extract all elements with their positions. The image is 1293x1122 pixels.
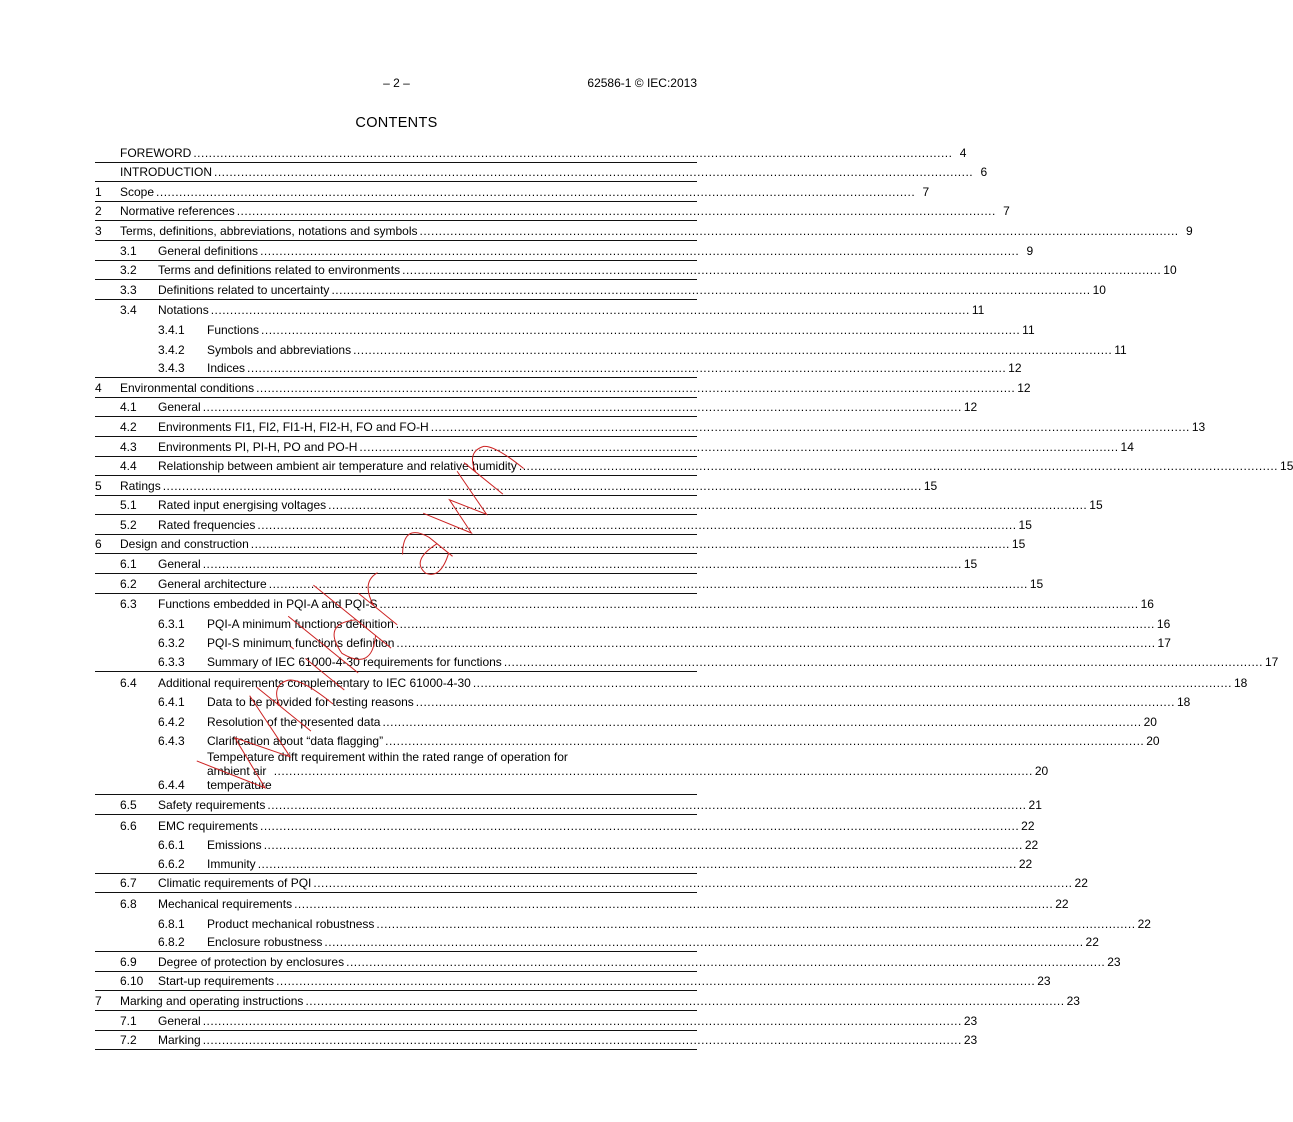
- toc-entry-page: 20: [1034, 764, 1049, 779]
- toc-entry-title: General: [158, 557, 201, 572]
- toc-entry[interactable]: [95, 202, 1010, 222]
- toc-entry[interactable]: [95, 613, 1171, 633]
- toc-entry-number: 3.4: [120, 303, 137, 318]
- toc-entry-title: Summary of IEC 61000-4-30 requirements for functions: [207, 655, 502, 670]
- dot-leader: [324, 935, 1083, 949]
- toc-entry-number: 3.4.3: [158, 361, 185, 376]
- toc-entry-page: 12: [1008, 361, 1022, 376]
- toc-entry[interactable]: [95, 417, 1206, 437]
- toc-entry[interactable]: [95, 874, 1088, 894]
- toc-entry-number: 5.2: [120, 517, 137, 532]
- toc-entry-page: 10: [1092, 282, 1106, 297]
- toc-entry-page: 15: [1029, 576, 1044, 591]
- dot-leader: [402, 263, 1161, 277]
- toc-entry-title: Scope: [120, 184, 155, 199]
- toc-entry-page: 15: [923, 478, 938, 493]
- toc-entry-number: 6: [95, 537, 102, 552]
- toc-entry-title: Relationship between ambient air temperature and relative humidity: [158, 459, 517, 474]
- toc-entry[interactable]: [95, 594, 1154, 614]
- toc-entry-page: 23: [1107, 954, 1121, 969]
- toc-entry[interactable]: [95, 972, 1051, 992]
- toc-entry-title: Degree of protection by enclosures: [158, 954, 345, 969]
- toc-entry-title: Indices: [207, 361, 246, 376]
- dot-leader: [346, 955, 1105, 969]
- dot-leader: [264, 838, 1023, 852]
- toc-entry-number: 6.3.2: [158, 636, 185, 651]
- toc-entry[interactable]: [95, 854, 1033, 874]
- toc-entry-title: Symbols and abbreviations: [207, 342, 352, 357]
- toc-entry-number: 5.1: [120, 498, 137, 513]
- toc-entry-number: 4.3: [120, 439, 137, 454]
- toc-entry[interactable]: [95, 143, 967, 163]
- toc-entry-title: PQI-A minimum functions definition: [207, 616, 394, 631]
- toc-entry[interactable]: [95, 692, 1191, 712]
- dot-leader: [420, 224, 1179, 238]
- dot-leader: [258, 857, 1017, 871]
- toc-entry-page: 23: [963, 1013, 978, 1028]
- toc-entry-title: Definitions related to uncertainty: [158, 282, 330, 297]
- toc-entry[interactable]: [95, 933, 1099, 953]
- toc-entry-number: 7.1: [120, 1013, 137, 1028]
- toc-entry-page: 17: [1157, 636, 1171, 651]
- dot-leader: [203, 400, 962, 414]
- dot-leader: [396, 636, 1155, 650]
- toc-entry-page: 14: [1120, 439, 1134, 454]
- toc-entry-title: Temperature drift requirement within the rated range of operation for: [207, 750, 568, 765]
- toc-entry-page: 22: [1085, 935, 1099, 950]
- toc-entry[interactable]: [95, 731, 1160, 751]
- toc-entry-title: Terms and definitions related to environments: [158, 263, 401, 278]
- toc-entry-page: 18: [1176, 695, 1191, 710]
- toc-entry-title: Notations: [158, 303, 209, 318]
- dot-leader: [211, 303, 970, 317]
- table-of-contents: [95, 143, 1293, 1050]
- toc-entry-number: 4.1: [120, 400, 137, 415]
- toc-entry-number: 6.3.1: [158, 616, 185, 631]
- dot-leader: [328, 498, 1087, 512]
- toc-entry-title: Functions: [207, 322, 260, 337]
- toc-entry[interactable]: [95, 163, 988, 183]
- toc-entry-page: 16: [1156, 616, 1171, 631]
- toc-entry-number: 3: [95, 223, 102, 238]
- toc-entry-number: 6.3: [120, 597, 137, 612]
- dot-leader: [376, 917, 1135, 931]
- toc-entry-title: Climatic requirements of PQI: [158, 876, 312, 891]
- dot-leader: [274, 764, 1033, 792]
- toc-entry-title: Environmental conditions: [120, 380, 255, 395]
- dot-leader: [305, 994, 1064, 1008]
- toc-entry-title: Start-up requirements: [158, 974, 275, 989]
- toc-entry-title: Environments FI1, FI2, FI1-H, FI2-H, FO and FO-H: [158, 419, 429, 434]
- dot-leader: [473, 676, 1232, 690]
- dot-leader: [214, 165, 973, 179]
- toc-entry-number: 6.1: [120, 557, 137, 572]
- toc-entry-number: 6.6.2: [158, 856, 185, 871]
- dot-leader: [163, 479, 922, 493]
- toc-entry-title: Design and construction: [120, 537, 249, 552]
- toc-entry-number: 4: [95, 380, 102, 395]
- dot-leader: [247, 361, 1006, 375]
- toc-entry-title: Functions embedded in PQI-A and PQI-S: [158, 597, 378, 612]
- toc-entry-page: 20: [1146, 734, 1160, 749]
- dot-leader: [431, 420, 1190, 434]
- toc-entry-title: Mechanical requirements: [158, 896, 293, 911]
- toc-entry-page: 22: [1055, 896, 1069, 911]
- toc-entry-number: 6.4: [120, 675, 137, 690]
- toc-entry[interactable]: [95, 554, 978, 574]
- toc-entry-title: PQI-S minimum functions definition: [207, 636, 395, 651]
- toc-entry[interactable]: [95, 359, 1022, 379]
- toc-entry[interactable]: [95, 815, 1035, 835]
- toc-entry-page: 11: [1022, 322, 1035, 337]
- toc-entry-page: 7: [922, 184, 930, 199]
- toc-entry[interactable]: [95, 515, 1032, 535]
- dot-leader: [203, 1033, 962, 1047]
- toc-entry[interactable]: [95, 893, 1069, 913]
- toc-entry-page: 22: [1021, 818, 1035, 833]
- dot-leader: [396, 617, 1155, 631]
- toc-entry[interactable]: [95, 457, 1293, 477]
- toc-entry-number: 3.1: [120, 243, 137, 258]
- toc-entry[interactable]: [95, 535, 1026, 555]
- dot-leader: [267, 798, 1026, 812]
- dot-leader: [331, 283, 1090, 297]
- toc-entry[interactable]: [95, 378, 1031, 398]
- toc-entry-title-continued: ambient air temperature: [207, 764, 272, 793]
- toc-entry-page: 16: [1140, 597, 1154, 612]
- toc-entry[interactable]: [95, 574, 1044, 594]
- toc-entry-page: 11: [971, 303, 985, 318]
- toc-entry-title: Rated input energising voltages: [158, 498, 327, 513]
- toc-entry[interactable]: [95, 182, 930, 202]
- dot-leader: [379, 597, 1138, 611]
- toc-entry-number: 3.4.1: [158, 322, 185, 337]
- toc-entry-number: 6.8.1: [158, 916, 185, 931]
- toc-entry-page: 15: [1011, 537, 1026, 552]
- toc-entry-number: 5: [95, 478, 102, 493]
- toc-entry[interactable]: [95, 261, 1177, 281]
- dot-leader: [260, 819, 1019, 833]
- dot-leader: [276, 974, 1035, 988]
- toc-entry-number: 3.3: [120, 282, 137, 297]
- toc-entry-page: 20: [1143, 714, 1157, 729]
- toc-entry[interactable]: [95, 339, 1127, 359]
- toc-entry-number: 4.4: [120, 459, 137, 474]
- toc-entry[interactable]: [95, 319, 1035, 339]
- dot-leader: [261, 323, 1020, 337]
- toc-entry-page: 7: [1003, 204, 1010, 219]
- toc-entry-title: General: [158, 1013, 201, 1028]
- toc-entry[interactable]: [95, 241, 1034, 261]
- toc-entry-title: Product mechanical robustness: [207, 916, 375, 931]
- toc-entry-number: 6.10: [120, 974, 144, 989]
- toc-entry-page: 17: [1264, 655, 1279, 670]
- toc-entry-page: 15: [1089, 498, 1103, 513]
- toc-entry-number: 6.7: [120, 876, 137, 891]
- toc-entry[interactable]: [95, 221, 1193, 241]
- toc-entry-page: 10: [1163, 263, 1177, 278]
- toc-entry-number: 6.8: [120, 896, 137, 911]
- dot-leader: [519, 459, 1278, 473]
- toc-entry-number: 6.4.3: [158, 734, 185, 749]
- toc-entry[interactable]: [95, 750, 1049, 795]
- toc-entry-title: Marking: [158, 1033, 201, 1048]
- dot-leader: [385, 734, 1144, 748]
- toc-entry-page: 22: [1018, 856, 1033, 871]
- toc-entry-title: Ratings: [120, 478, 161, 493]
- toc-entry-page: 21: [1028, 798, 1042, 812]
- toc-entry-page: 22: [1024, 838, 1039, 853]
- toc-entry[interactable]: [95, 476, 938, 496]
- toc-entry-number: 6.4.1: [158, 695, 185, 710]
- dot-leader: [294, 897, 1053, 911]
- toc-entry-title: Resolution of the presented data: [207, 714, 381, 729]
- toc-entry-title: Data to be provided for testing reasons: [207, 695, 414, 710]
- toc-entry-page: 9: [1185, 223, 1193, 238]
- page-number: – 2 –: [383, 76, 410, 90]
- toc-entry-page: 23: [963, 1033, 978, 1048]
- toc-entry[interactable]: [95, 991, 1080, 1011]
- toc-entry[interactable]: [95, 672, 1248, 692]
- dot-leader: [237, 204, 996, 218]
- dot-leader: [193, 146, 952, 160]
- toc-entry[interactable]: [95, 1011, 978, 1031]
- toc-entry-page: 18: [1233, 675, 1248, 690]
- toc-entry-number: 7: [95, 993, 102, 1008]
- toc-entry[interactable]: [95, 496, 1103, 516]
- toc-entry-number: 6.4.4: [158, 778, 185, 793]
- toc-entry[interactable]: [95, 633, 1171, 653]
- toc-entry-page: 15: [1280, 459, 1293, 474]
- toc-entry-title: EMC requirements: [158, 818, 259, 833]
- toc-entry[interactable]: [95, 300, 985, 320]
- toc-entry-title: Rated frequencies: [158, 517, 256, 532]
- toc-entry-title: Additional requirements complementary to IEC 61000-4-30: [158, 675, 471, 690]
- toc-entry-title: General architecture: [158, 576, 267, 591]
- dot-leader: [269, 577, 1028, 591]
- dot-leader: [416, 695, 1175, 709]
- dot-leader: [382, 715, 1141, 729]
- dot-leader: [504, 655, 1263, 669]
- toc-entry[interactable]: [95, 398, 978, 418]
- toc-entry-title: General definitions: [158, 243, 259, 258]
- toc-entry-page: 9: [1026, 243, 1034, 258]
- toc-entry-title: Immunity: [207, 856, 256, 871]
- toc-entry[interactable]: [95, 835, 1039, 855]
- toc-entry[interactable]: [95, 913, 1151, 933]
- toc-entry-title: Clarification about “data flagging”: [207, 734, 384, 749]
- dot-leader: [156, 185, 915, 199]
- toc-entry-page: 23: [1066, 993, 1080, 1008]
- dot-leader: [203, 557, 962, 571]
- toc-entry-title: Enclosure robustness: [207, 935, 323, 950]
- toc-entry-page: 12: [1017, 380, 1031, 395]
- toc-entry-title: Safety requirements: [158, 798, 266, 812]
- toc-entry-number: 3.2: [120, 263, 137, 278]
- toc-entry-page: 23: [1037, 974, 1051, 989]
- toc-entry-title: General: [158, 400, 201, 415]
- toc-entry-number: 3.4.2: [158, 342, 185, 357]
- toc-entry-page: 15: [963, 557, 978, 572]
- dot-leader: [256, 381, 1015, 395]
- dot-leader: [359, 440, 1118, 454]
- toc-entry-title: Marking and operating instructions: [120, 993, 304, 1008]
- toc-entry[interactable]: [95, 795, 1042, 815]
- toc-entry-number: 6.4.2: [158, 714, 185, 729]
- document-reference: 62586-1 © IEC:2013: [587, 76, 697, 90]
- contents-title: CONTENTS: [355, 115, 438, 131]
- toc-entry-page: 4: [959, 145, 967, 160]
- toc-entry-page: 22: [1074, 876, 1088, 891]
- toc-entry-number: 6.2: [120, 576, 137, 591]
- toc-entry-number: 6.8.2: [158, 935, 185, 950]
- toc-entry-page: 15: [1018, 517, 1032, 532]
- toc-entry-title: Terms, definitions, abbreviations, notations and symbols: [120, 223, 418, 238]
- toc-entry[interactable]: [95, 437, 1134, 457]
- toc-entry-page: 11: [1114, 342, 1127, 357]
- dot-leader: [313, 876, 1072, 890]
- toc-entry-page: 6: [980, 165, 988, 180]
- dot-leader: [203, 1014, 962, 1028]
- toc-entry[interactable]: [95, 1031, 978, 1051]
- toc-entry-number: 6.6.1: [158, 838, 185, 853]
- toc-entry-number: 4.2: [120, 419, 137, 434]
- toc-entry-number: 2: [95, 204, 102, 219]
- toc-entry-title: Normative references: [120, 204, 235, 219]
- toc-entry-number: 1: [95, 184, 102, 199]
- toc-entry-title: INTRODUCTION: [120, 165, 212, 180]
- toc-entry[interactable]: [95, 280, 1106, 300]
- toc-entry-number: 6.6: [120, 818, 137, 833]
- toc-entry[interactable]: [95, 652, 1279, 672]
- toc-entry-title: Emissions: [207, 838, 262, 853]
- toc-entry-page: 22: [1137, 916, 1151, 931]
- toc-entry-number: 7.2: [120, 1033, 137, 1048]
- toc-entry-page: 12: [963, 400, 978, 415]
- toc-entry-title: Environments PI, PI-H, PO and PO-H: [158, 439, 358, 454]
- toc-entry-title: FOREWORD: [120, 145, 192, 160]
- dot-leader: [353, 343, 1112, 357]
- toc-entry[interactable]: [95, 952, 1121, 972]
- toc-entry[interactable]: [95, 711, 1157, 731]
- dot-leader: [251, 537, 1010, 551]
- dot-leader: [260, 244, 1019, 258]
- toc-entry-number: 6.5: [120, 798, 137, 812]
- toc-entry-number: 6.3.3: [158, 655, 185, 670]
- toc-entry-page: 13: [1191, 419, 1206, 434]
- dot-leader: [257, 518, 1016, 532]
- toc-entry-number: 6.9: [120, 954, 137, 969]
